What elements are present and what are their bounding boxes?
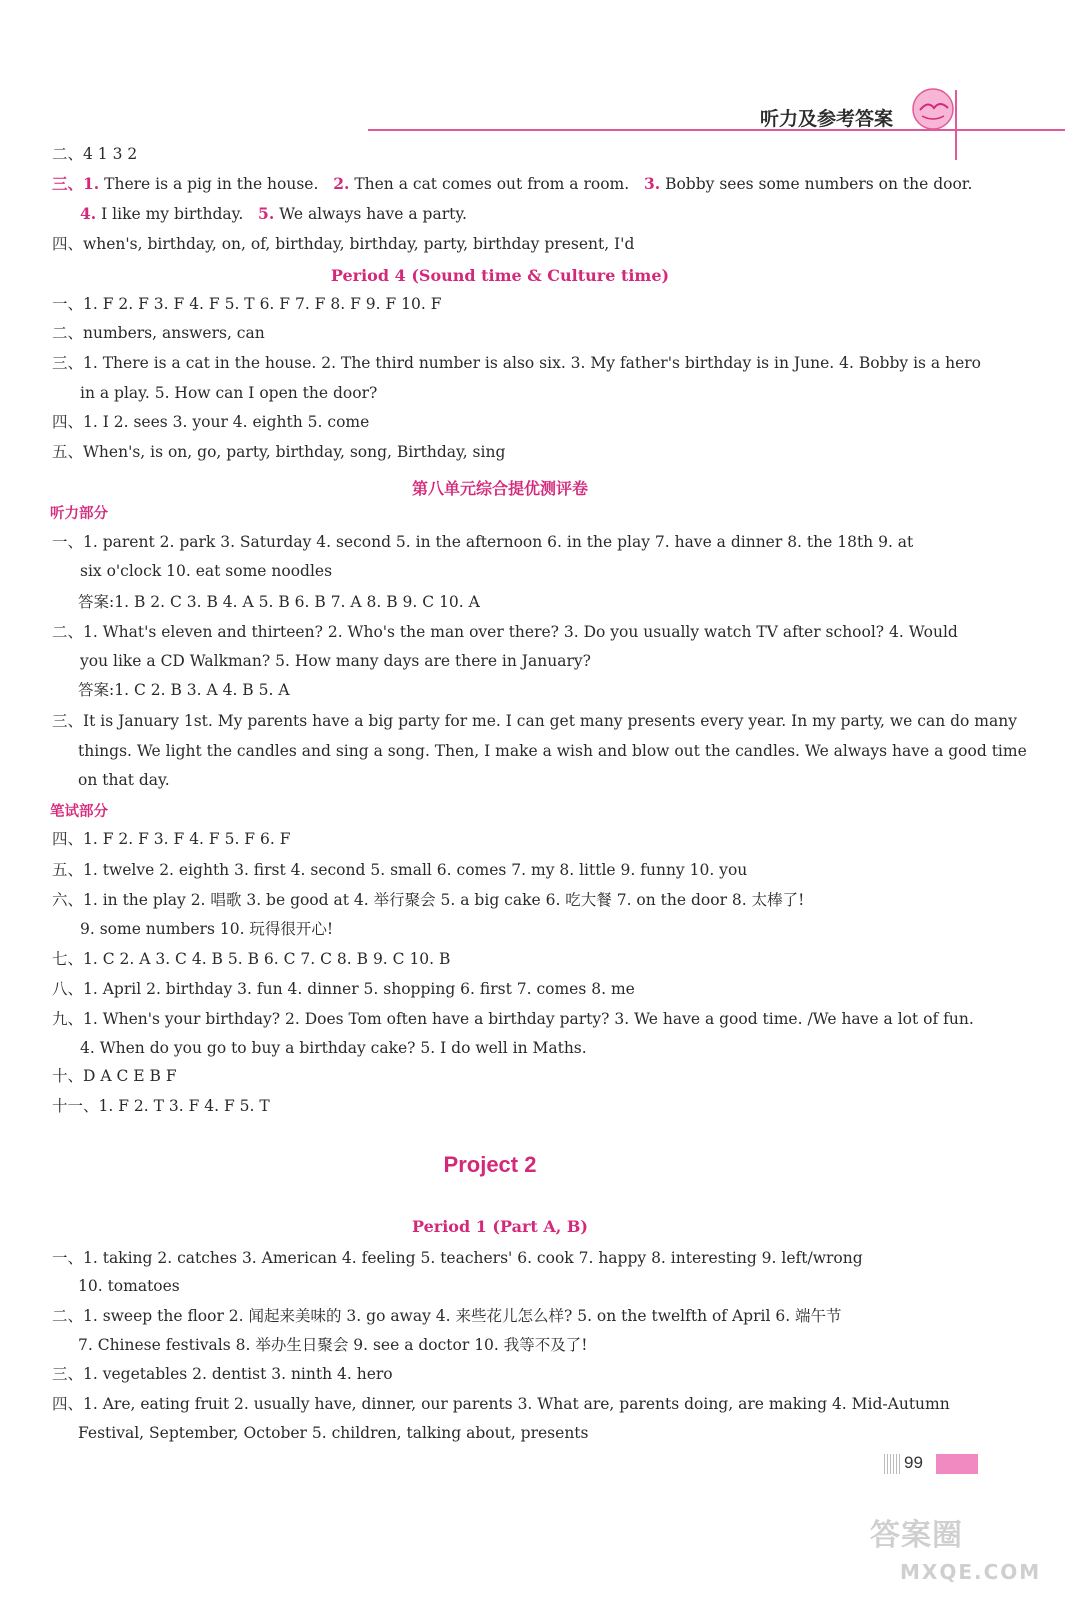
- page-number: 99: [904, 1453, 923, 1472]
- answer-line: 10. tomatoes: [78, 1277, 180, 1295]
- answer-line: 一、1. taking 2. catches 3. American 4. feeling 5. teachers' 6. cook 7. happy 8. interesting 9. left/wrong: [52, 1249, 863, 1267]
- answer-key-line: 答案:1. B 2. C 3. B 4. A 5. B 6. B 7. A 8. B 9. C 10. A: [78, 593, 480, 611]
- listening-section-label: 听力部分: [50, 506, 108, 522]
- answer-line: 一、1. F 2. F 3. F 4. F 5. T 6. F 7. F 8. F 9. F 10. F: [52, 295, 442, 313]
- page-number-hatch: [884, 1454, 902, 1474]
- answer-line: 二、numbers, answers, can: [52, 324, 265, 342]
- answer-line: 八、1. April 2. birthday 3. fun 4. dinner 5. shopping 6. first 7. comes 8. me: [52, 980, 635, 998]
- answer-line: 二、1. What's eleven and thirteen? 2. Who's the man over there? 3. Do you usually watch TV after school? 4. Would: [52, 623, 958, 641]
- answer-line: 九、1. When's your birthday? 2. Does Tom often have a birthday party? 3. We have a good time. /We have a lot of fun.: [52, 1010, 974, 1028]
- answer-line: 十、D A C E B F: [52, 1067, 177, 1085]
- answer-line: 三、It is January 1st. My parents have a big party for me. I can get many presents every year. In my party, we can do many: [52, 712, 1017, 730]
- answer-line: 二、1. sweep the floor 2. 闻起来美味的 3. go away 4. 来些花儿怎么样? 5. on the twelfth of April 6. 端午节: [52, 1307, 842, 1325]
- answer-line: 7. Chinese festivals 8. 举办生日聚会 9. see a doctor 10. 我等不及了!: [78, 1336, 588, 1354]
- unit8-title: 第八单元综合提优测评卷: [411, 479, 588, 498]
- answer-line: on that day.: [78, 771, 170, 789]
- answer-line: six o'clock 10. eat some noodles: [80, 562, 333, 580]
- answer-line: 十一、1. F 2. T 3. F 4. F 5. T: [52, 1097, 270, 1115]
- answer-line: you like a CD Walkman? 5. How many days are there in January?: [80, 652, 591, 670]
- answer-line: 四、1. F 2. F 3. F 4. F 5. F 6. F: [52, 830, 291, 848]
- answer-line: things. We light the candles and sing a song. Then, I make a wish and blow out the candles. We always have a good time: [78, 742, 1027, 760]
- answer-line: 七、1. C 2. A 3. C 4. B 5. B 6. C 7. C 8. B 9. C 10. B: [52, 950, 451, 968]
- answer-line: 二、4 1 3 2: [52, 145, 138, 163]
- bird-logo-icon: [910, 86, 956, 132]
- answer-line: 三、1. vegetables 2. dentist 3. ninth 4. hero: [52, 1365, 393, 1383]
- answer-key-line: 答案:1. C 2. B 3. A 4. B 5. A: [78, 681, 290, 699]
- answer-line: 四、when's, birthday, on, of, birthday, birthday, party, birthday present, I'd: [52, 235, 635, 253]
- answer-line: Festival, September, October 5. children, talking about, presents: [78, 1424, 589, 1442]
- period4-title: Period 4 (Sound time & Culture time): [330, 266, 670, 285]
- watermark-url: MXQE.COM: [900, 1560, 1042, 1584]
- page-number-tab: [936, 1454, 978, 1474]
- answer-line: 三、1. There is a cat in the house. 2. The third number is also six. 3. My father's birthday is in June. 4. Bobby is a hero: [52, 354, 981, 372]
- page-number-badge: [884, 1452, 980, 1476]
- written-section-label: 笔试部分: [50, 804, 108, 820]
- header-title: 听力及参考答案: [760, 108, 894, 130]
- answer-line: 五、When's, is on, go, party, birthday, song, Birthday, sing: [52, 443, 506, 461]
- watermark-logo: 答案圈: [870, 1518, 963, 1553]
- answer-line: in a play. 5. How can I open the door?: [80, 384, 378, 402]
- answer-line: 三、1. There is a pig in the house. 2. Then a cat comes out from a room. 3. Bobby sees some numbers on the door.: [52, 174, 973, 193]
- answer-line: 四、1. Are, eating fruit 2. usually have, dinner, our parents 3. What are, parents doing, are making 4. Mid-Autumn: [52, 1395, 950, 1413]
- header-rule: [368, 129, 1065, 131]
- answer-line: 4. I like my birthday. 5. We always have a party.: [80, 204, 467, 223]
- answer-line: 六、1. in the play 2. 唱歌 3. be good at 4. 举行聚会 5. a big cake 6. 吃大餐 7. on the door 8. 太棒了!: [52, 891, 805, 909]
- answer-line: 五、1. twelve 2. eighth 3. first 4. second 5. small 6. comes 7. my 8. little 9. funny 10. you: [52, 861, 748, 879]
- period1-title: Period 1 (Part A, B): [412, 1217, 588, 1236]
- answer-line: 4. When do you go to buy a birthday cake? 5. I do well in Maths.: [80, 1039, 587, 1057]
- answer-line: 四、1. I 2. sees 3. your 4. eighth 5. come: [52, 413, 370, 431]
- project-title: Project 2: [443, 1152, 537, 1177]
- answer-line: 一、1. parent 2. park 3. Saturday 4. second 5. in the afternoon 6. in the play 7. have a dinner 8. the 18th 9. at: [52, 533, 914, 551]
- answer-line: 9. some numbers 10. 玩得很开心!: [80, 920, 334, 938]
